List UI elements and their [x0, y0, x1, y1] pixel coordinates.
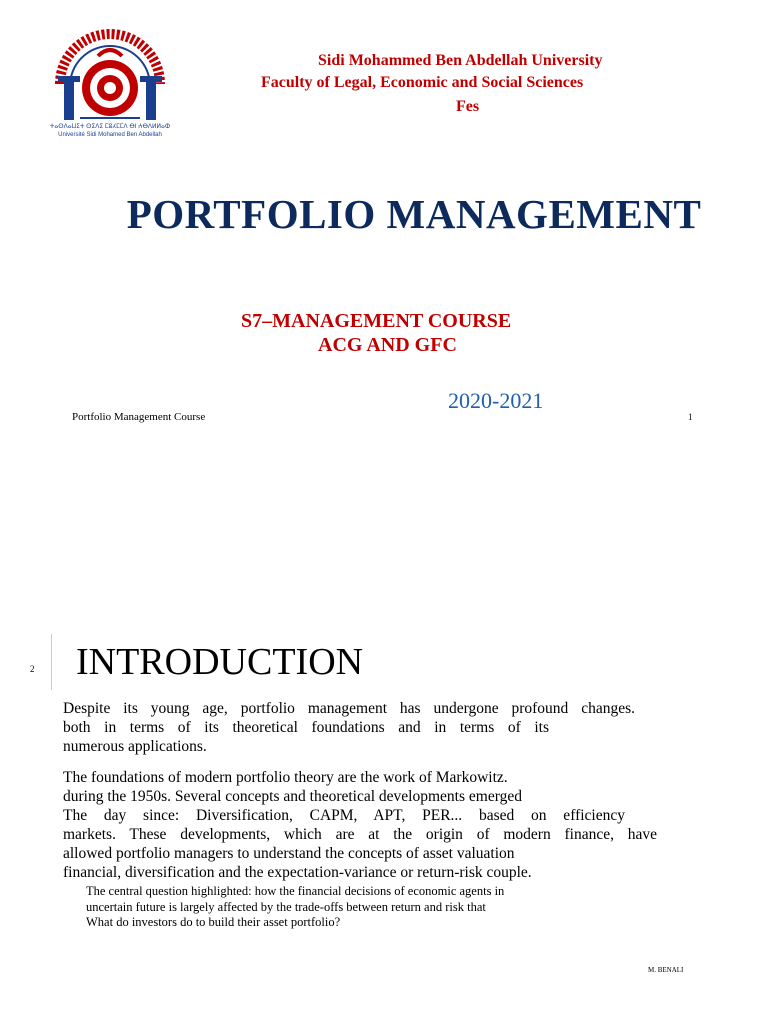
course-title: S7–MANAGEMENT COURSE	[241, 310, 512, 332]
paragraph-line: financial, diversification and the expectation-variance or return-risk couple.	[63, 864, 532, 881]
faculty-name: Faculty of Legal, Economic and Social Sciences	[261, 74, 584, 91]
section-heading: INTRODUCTION	[76, 641, 364, 683]
page-title: PORTFOLIO MANAGEMENT	[126, 191, 702, 237]
slide-number: 1	[688, 412, 693, 422]
paragraph-line: The day since: Diversification, CAPM, APT, PER... based on efficiency	[63, 807, 625, 824]
key-question	[86, 884, 504, 931]
paragraph-line: Despite its young age, portfolio management has undergone profound changes.	[63, 700, 635, 717]
university-logo	[40, 22, 180, 140]
quote-line: uncertain future is largely affected by the trade-offs between return and risk that	[86, 899, 486, 914]
slide-number: 2	[30, 664, 35, 674]
quote-line: The central question highlighted: how the financial decisions of economic agents in	[86, 884, 505, 898]
divider	[51, 634, 52, 690]
footer-course-label: Portfolio Management Course	[72, 411, 206, 423]
author-name: M. BENALI	[648, 966, 684, 974]
university-name: Sidi Mohammed Ben Abdellah University	[318, 52, 603, 69]
paragraph-line: during the 1950s. Several concepts and theoretical developments emerged	[63, 788, 522, 805]
academic-year: 2020-2021	[448, 388, 544, 413]
paragraph-line: numerous applications.	[63, 738, 207, 755]
paragraph-line: both in terms of its theoretical foundations and in terms of its	[63, 719, 549, 736]
quote-line: What do investors do to build their asset portfolio?	[86, 915, 341, 929]
intro-paragraph-2	[63, 768, 658, 882]
paragraph-line: markets. These developments, which are at the origin of modern finance, have	[63, 826, 657, 843]
paragraph-line: The foundations of modern portfolio theory are the work of Markowitz.	[63, 769, 508, 786]
svg-text:ⵜⴰⵙⴷⴰⵡⵉⵜ ⵙⵉⴷⵉ ⵎⵓⵃⵎⵎⴷ ⴱⵏ ⵄⴱⴷⵍⵍⴰ: ⵜⴰⵙⴷⴰⵡⵉⵜ ⵙⵉⴷⵉ ⵎⵓⵃⵎⵎⴷ ⴱⵏ ⵄⴱⴷⵍⵍⴰⵀ	[49, 124, 171, 130]
svg-text:Université Sidi Mohamed Ben Ab: Université Sidi Mohamed Ben Abdellah	[58, 132, 162, 138]
intro-paragraph-1	[63, 699, 658, 756]
city-name: Fes	[456, 98, 480, 115]
course-programs: ACG AND GFC	[318, 334, 457, 356]
paragraph-line: allowed portfolio managers to understand the concepts of asset valuation	[63, 845, 515, 862]
